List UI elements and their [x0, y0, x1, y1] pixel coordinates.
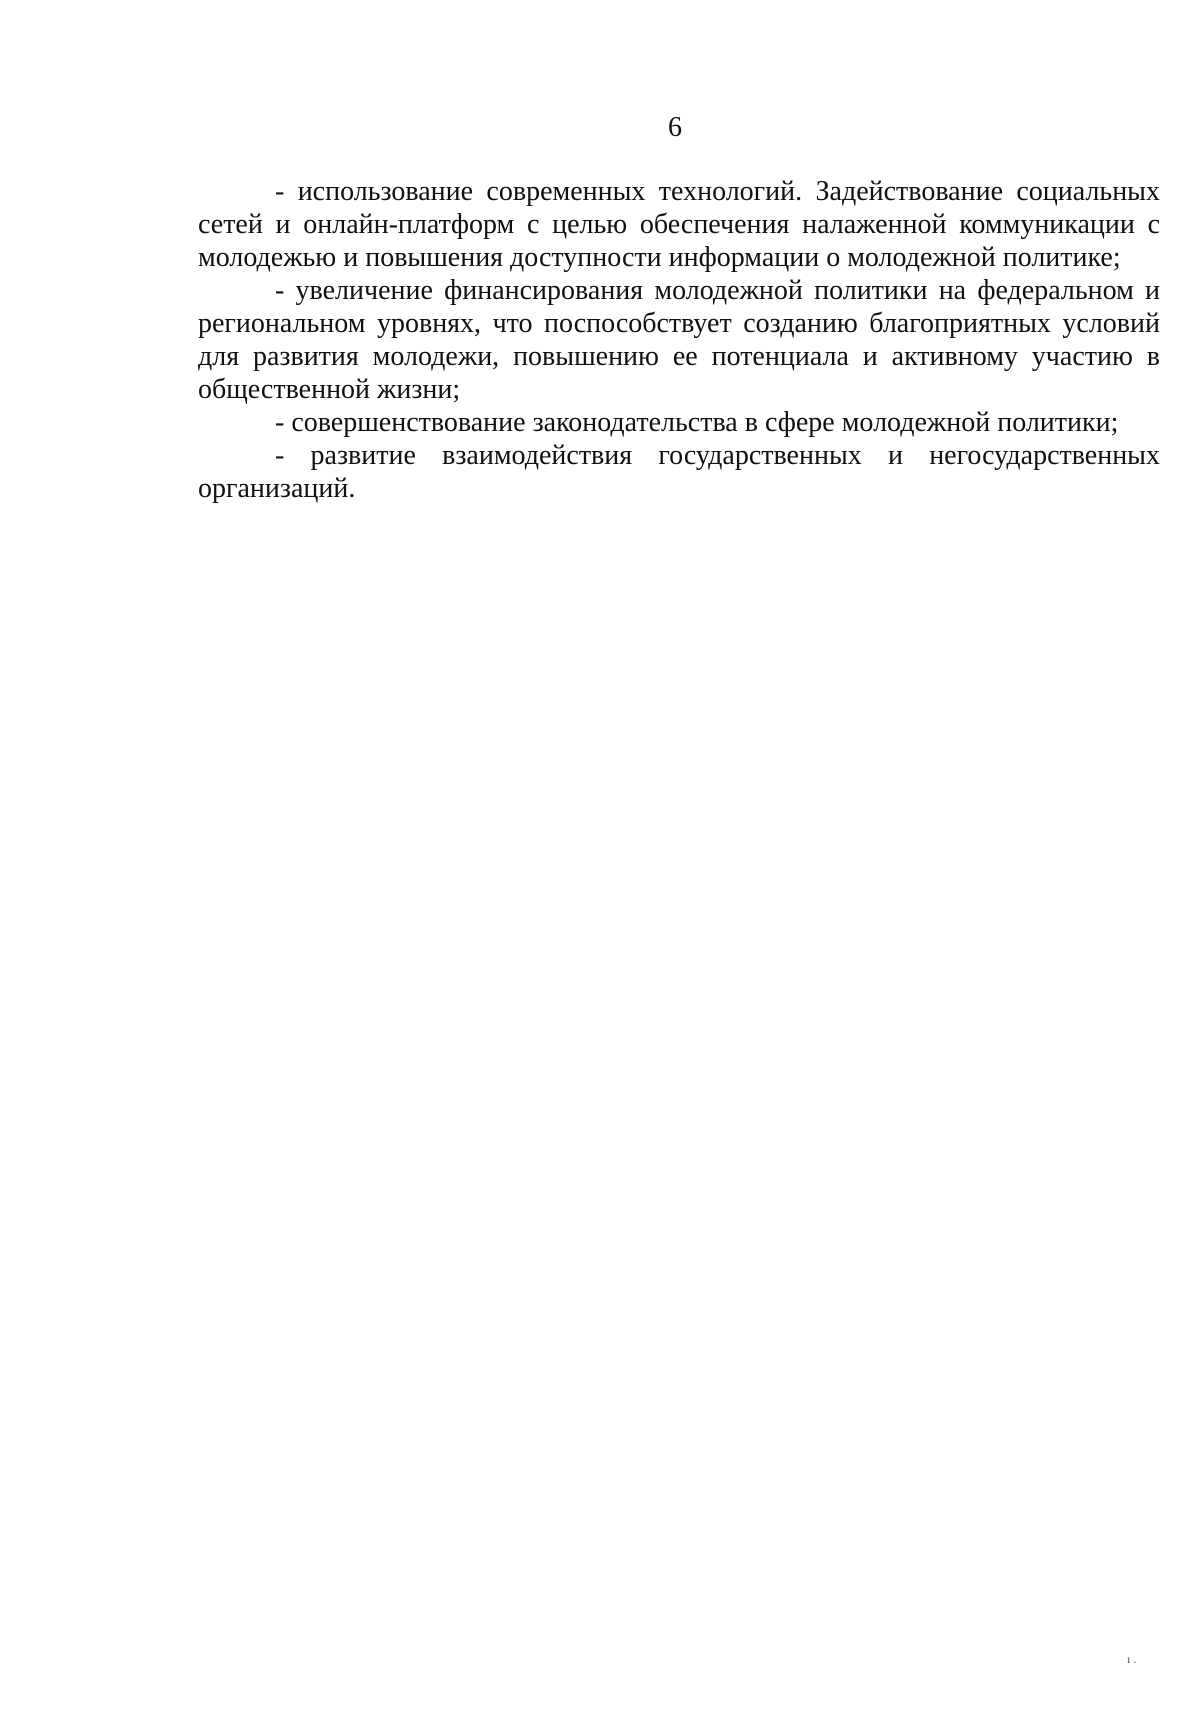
page-number: 6	[668, 112, 682, 143]
paragraph-cooperation: - развитие взаимодействия государственных и негосударственных организаций.	[198, 440, 1160, 504]
scan-mark: ı .	[1127, 1652, 1137, 1666]
paragraph-modern-technologies: - использование современных технологий. Задействование социальных сетей и онлайн-платформ с целью обеспечения налаженной коммуникации с молодежью и повышения доступности информации о молодежной политике;	[198, 176, 1160, 273]
paragraph-legislation: - совершенствование законодательства в сфере молодежной политики;	[275, 407, 1119, 438]
paragraph-funding: - увеличение финансирования молодежной политики на федеральном и региональном уровнях, что поспособствует созданию благоприятных условий для развития молодежи, повышению ее потенциала и активному участию в общественной жизни;	[198, 275, 1160, 405]
document-body	[198, 175, 1160, 505]
